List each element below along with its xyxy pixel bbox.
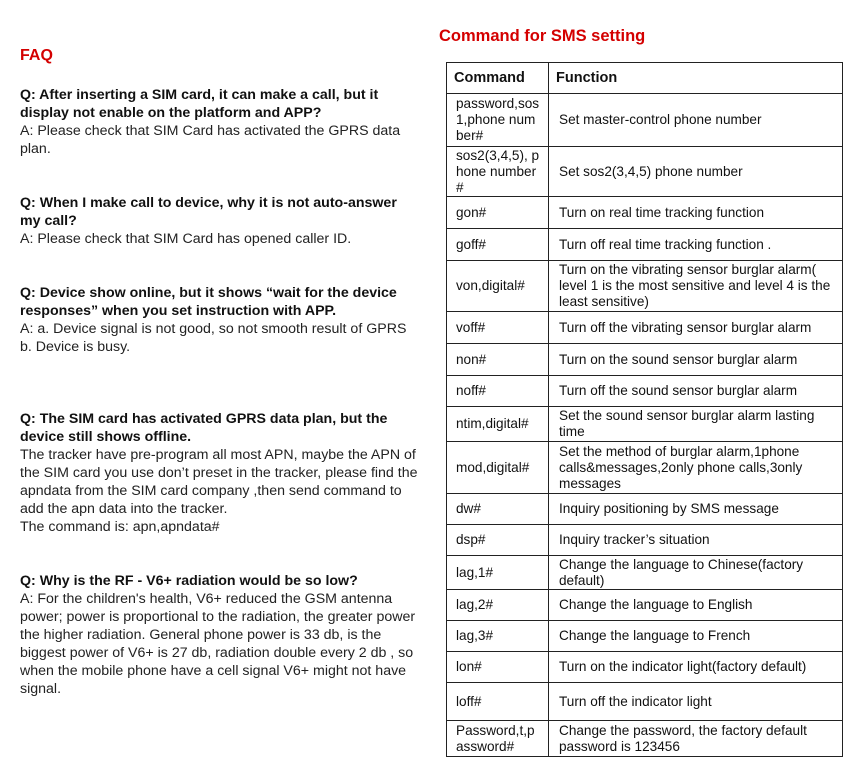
table-row: [447, 590, 843, 621]
faq-item: [20, 572, 420, 698]
command-cell: lag,1#: [447, 556, 549, 590]
faq-question: Q: Why is the RF - V6+ radiation would be so low?: [20, 573, 358, 589]
command-cell: dw#: [447, 494, 549, 525]
function-cell: Turn on real time tracking function: [549, 197, 843, 229]
table-row: [447, 721, 843, 757]
table-row: [447, 442, 843, 494]
function-cell: Turn on the sound sensor burglar alarm: [549, 344, 843, 376]
table-row: [447, 376, 843, 407]
faq-item: [20, 86, 420, 158]
faq-answer: The tracker have pre-program all most APN, maybe the APN of the SIM card you use don’t preset in the tracker, please find the apndata from the SIM card company ,then send command to add the apn data into the tracker. The command is: apn,apndata#: [20, 447, 418, 535]
function-cell: Turn off the vibrating sensor burglar alarm: [549, 312, 843, 344]
table-row: [447, 494, 843, 525]
function-cell: Turn on the vibrating sensor burglar alarm( level 1 is the most sensitive and level 4 is the least sensitive): [549, 261, 843, 312]
faq-title: FAQ: [20, 47, 53, 64]
function-cell: Change the language to Chinese(factory default): [549, 556, 843, 590]
function-cell: Change the language to English: [549, 590, 843, 621]
command-cell: dsp#: [447, 525, 549, 556]
commands-table: [446, 62, 843, 757]
table-row: [447, 197, 843, 229]
command-cell: noff#: [447, 376, 549, 407]
table-row: [447, 652, 843, 683]
table-row: [447, 344, 843, 376]
table-row: [447, 525, 843, 556]
function-cell: Set master-control phone number: [549, 94, 843, 147]
command-cell: loff#: [447, 683, 549, 721]
function-cell: Turn on the indicator light(factory default): [549, 652, 843, 683]
function-cell: Change the password, the factory default password is 123456: [549, 721, 843, 757]
command-cell: ntim,digital#: [447, 407, 549, 442]
table-row: [447, 407, 843, 442]
faq-answer: A: For the children's health, V6+ reduced the GSM antenna power; power is proportional to the radiation, the greater power the higher radiation. General phone power is 33 db, is the biggest power of V6+ is 27 db, radiation double every 2 db , so when the mobile phone have a cell signal V6+ might not have signal.: [20, 591, 416, 697]
faq-item: [20, 410, 420, 536]
command-cell: voff#: [447, 312, 549, 344]
command-cell: non#: [447, 344, 549, 376]
function-cell: Turn off the sound sensor burglar alarm: [549, 376, 843, 407]
function-cell: Turn off real time tracking function .: [549, 229, 843, 261]
command-cell: von,digital#: [447, 261, 549, 312]
function-cell: Set sos2(3,4,5) phone number: [549, 147, 843, 197]
command-cell: lag,2#: [447, 590, 549, 621]
table-header-row: [447, 63, 843, 94]
column-header-function: Function: [549, 63, 843, 94]
faq-answer: A: Please check that SIM Card has activated the GPRS data plan.: [20, 123, 401, 157]
faq-question: Q: When I make call to device, why it is not auto-answer my call?: [20, 195, 397, 229]
table-row: [447, 621, 843, 652]
table-row: [447, 683, 843, 721]
command-cell: lag,3#: [447, 621, 549, 652]
faq-question: Q: The SIM card has activated GPRS data plan, but the device still shows offline.: [20, 411, 388, 445]
table-row: [447, 261, 843, 312]
commands-title: Command for SMS setting: [439, 27, 646, 45]
faq-question: Q: Device show online, but it shows “wait for the device responses” when you set instruction with APP.: [20, 285, 397, 319]
faq-item: [20, 284, 420, 356]
command-cell: sos2(3,4,5), phone number#: [447, 147, 549, 197]
column-header-command: Command: [447, 63, 549, 94]
faq-question: Q: After inserting a SIM card, it can make a call, but it display not enable on the platform and APP?: [20, 87, 379, 121]
table-row: [447, 147, 843, 197]
table-row: [447, 94, 843, 147]
command-cell: mod,digital#: [447, 442, 549, 494]
function-cell: Set the method of burglar alarm,1phone calls&messages,2only phone calls,3only messages: [549, 442, 843, 494]
faq-answer: A: Please check that SIM Card has opened caller ID.: [20, 231, 352, 247]
table-row: [447, 556, 843, 590]
command-cell: lon#: [447, 652, 549, 683]
function-cell: Change the language to French: [549, 621, 843, 652]
function-cell: Set the sound sensor burglar alarm lasting time: [549, 407, 843, 442]
table-row: [447, 229, 843, 261]
function-cell: Turn off the indicator light: [549, 683, 843, 721]
command-cell: Password,t,password#: [447, 721, 549, 757]
function-cell: Inquiry positioning by SMS message: [549, 494, 843, 525]
faq-item: [20, 194, 420, 248]
command-cell: password,sos1,phone number#: [447, 94, 549, 147]
function-cell: Inquiry tracker’s situation: [549, 525, 843, 556]
table-row: [447, 312, 843, 344]
command-cell: gon#: [447, 197, 549, 229]
command-cell: goff#: [447, 229, 549, 261]
faq-answer: A: a. Device signal is not good, so not smooth result of GPRS b. Device is busy.: [20, 321, 407, 355]
